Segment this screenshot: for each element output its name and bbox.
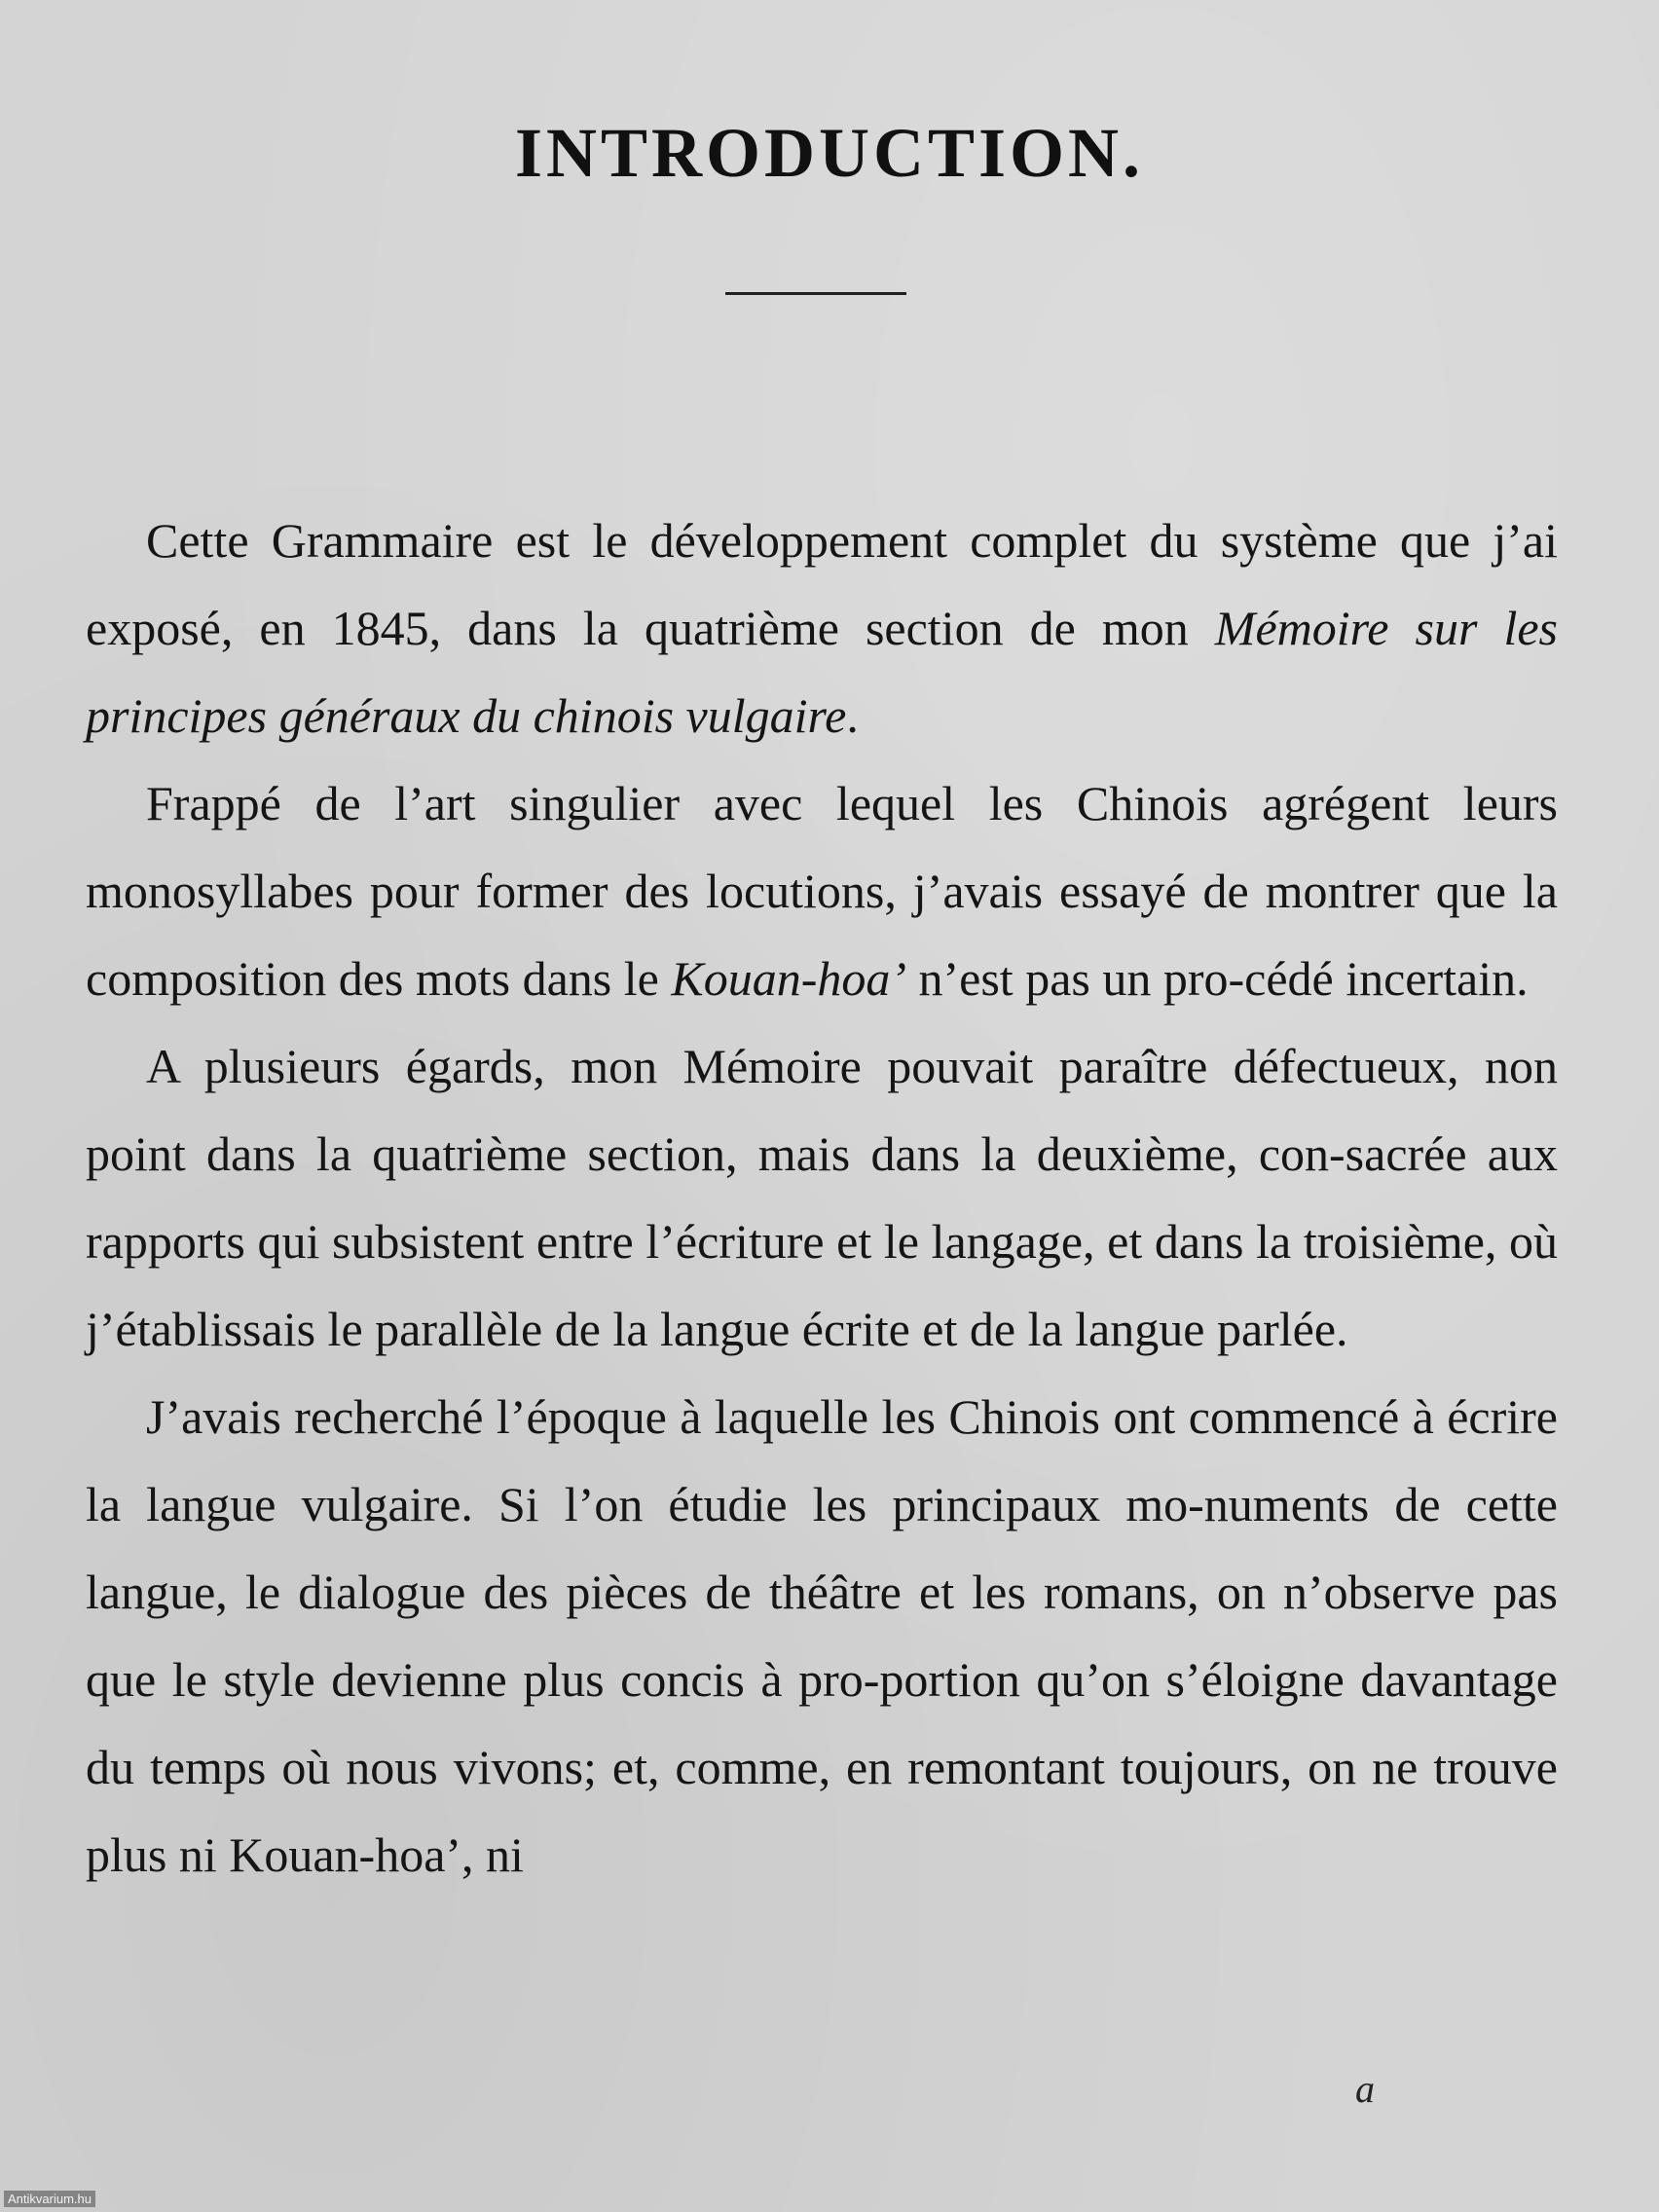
title-divider — [725, 292, 906, 295]
paragraph-2-text-a: Frappé de l’art singulier avec lequel les Chinois agrégent leurs monosyllabes pour former des locutions, j’avais essayé de montrer que la composition des mots dans le — [86, 776, 1558, 1006]
paragraph-3 — [86, 1022, 1558, 1373]
paragraph-3-text: A plusieurs égards, mon Mémoire pouvait paraître défectueux, non point dans la quatrième section, mais dans la deuxième, con-sacrée aux rapports qui subsistent entre l’écriture et le langage, et dans la troisième, où j’établissais le parallèle de la langue écrite et de la langue parlée. — [86, 1039, 1558, 1356]
paragraph-4-text: J’avais recherché l’époque à laquelle les Chinois ont commencé à écrire la langue vulgaire. Si l’on étudie les principaux mo-numents de cette langue, le dialogue des pièces de théâtre et les romans, on n’observe pas que le style devienne plus concis à pro-portion qu’on s’éloigne davantage du temps où nous vivons; et, comme, en remontant toujours, on ne trouve plus ni Kouan-hoa’, ni — [86, 1389, 1558, 1882]
paragraph-1-text-a: Cette Grammaire est le développement complet du système que j’ai exposé, en 1845, dans la quatrième section de mon — [86, 513, 1558, 655]
memoire-title: Mémoire sur les principes généraux du chinois vulgaire — [86, 601, 1558, 743]
kouan-hoa-term: Kouan-hoa’ — [671, 951, 906, 1006]
signature-mark: a — [1355, 2067, 1375, 2111]
body-text — [86, 497, 1558, 1899]
paragraph-1-text-b: . — [846, 688, 859, 743]
paragraph-2-text-b: n’est pas un pro-cédé incertain. — [906, 951, 1529, 1006]
paragraph-1 — [86, 497, 1558, 759]
page-title: INTRODUCTION. — [514, 114, 1145, 192]
paragraph-2 — [86, 759, 1558, 1022]
paragraph-4 — [86, 1373, 1558, 1899]
watermark: Antikvarium.hu — [4, 2191, 95, 2207]
